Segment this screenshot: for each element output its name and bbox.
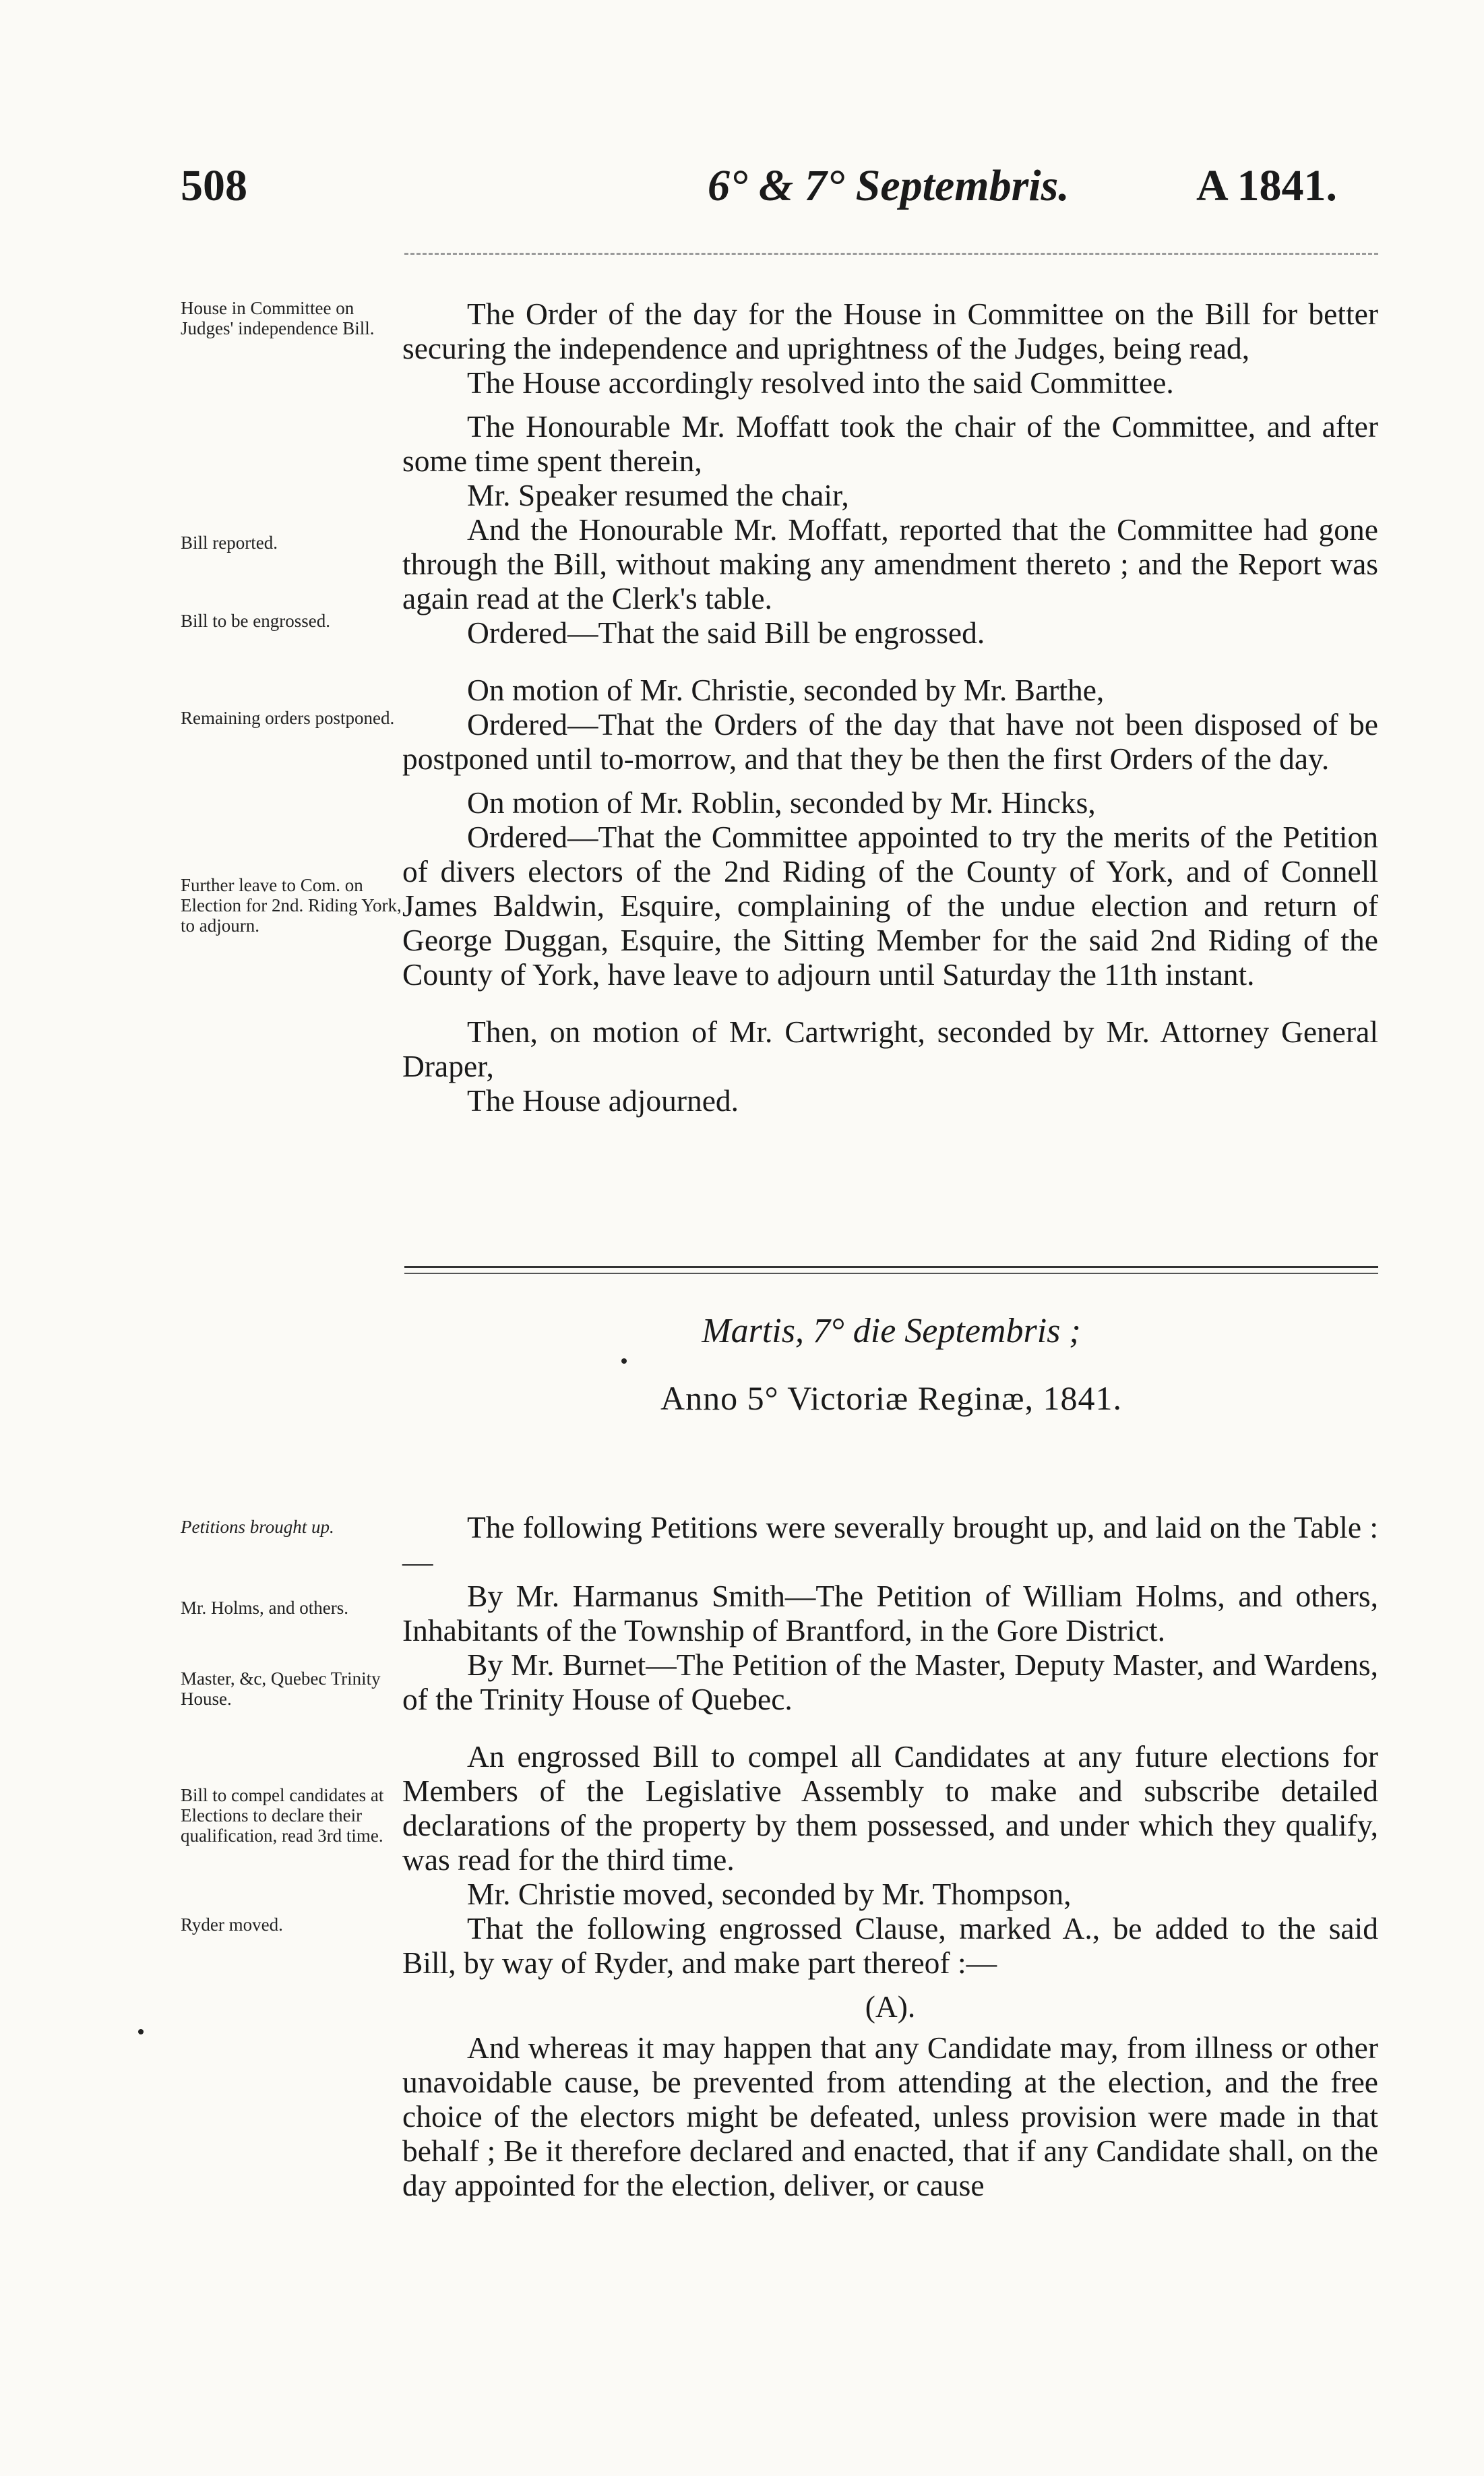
paragraph: And whereas it may happen that any Candidate may, from illness or other unavoidable cause, be prevented from attending at the election, and the free choice of the electors might be defeated, unless provision were made in that behalf ; Be it therefore declared and enacted, that if any Candidate shall, on the day appointed for the election, deliver, or cause bbox=[402, 2030, 1378, 2202]
page-number: 508 bbox=[181, 161, 247, 210]
paragraph: The House adjourned. bbox=[467, 1083, 739, 1118]
margin-note: Remaining orders postponed. bbox=[181, 708, 395, 728]
paragraph: The Order of the day for the House in Committee on the Bill for better securing the independence and uprightness of the Judges, being read, bbox=[402, 297, 1378, 365]
margin-note: Mr. Holms, and others. bbox=[181, 1598, 348, 1618]
margin-note: Bill reported. bbox=[181, 533, 278, 553]
paragraph: Ordered—That the said Bill be engrossed. bbox=[467, 615, 985, 650]
paragraph: Mr. Christie moved, seconded by Mr. Thompson, bbox=[467, 1877, 1072, 1911]
paragraph: By Mr. Harmanus Smith—The Petition of William Holms, and others, Inhabitants of the Township of Brantford, in the Gore District. bbox=[402, 1579, 1378, 1648]
margin-note: Petitions brought up. bbox=[181, 1517, 334, 1537]
paragraph: That the following engrossed Clause, marked A., be added to the said Bill, by way of Ryder, and make part thereof :— bbox=[402, 1911, 1378, 1980]
margin-note: Ryder moved. bbox=[181, 1914, 283, 1935]
section-divider bbox=[404, 1273, 1378, 1274]
paragraph: The House accordingly resolved into the said Committee. bbox=[467, 365, 1174, 400]
day-heading: Martis, 7° die Septembris ; bbox=[702, 1312, 1081, 1350]
paragraph: Mr. Speaker resumed the chair, bbox=[467, 478, 849, 512]
margin-note: Further leave to Com. on Election for 2nd. Riding York, to adjourn. bbox=[181, 875, 402, 936]
margin-note: Master, &c, Quebec Trinity House. bbox=[181, 1668, 381, 1709]
paragraph: By Mr. Burnet—The Petition of the Master, Deputy Master, and Wardens, of the Trinity House of Quebec. bbox=[402, 1648, 1378, 1716]
margin-note: Bill to be engrossed. bbox=[181, 611, 330, 631]
header-year: A 1841. bbox=[1196, 161, 1338, 210]
regnal-year-heading: Anno 5° Victoriæ Reginæ, 1841. bbox=[660, 1379, 1122, 1417]
section-divider bbox=[404, 1266, 1378, 1268]
margin-note: Bill to compel candidates at Elections to declare their qualification, read 3rd time. bbox=[181, 1785, 384, 1846]
clause-label: (A). bbox=[865, 1989, 916, 2024]
header-dates bbox=[708, 160, 1070, 212]
ink-dot bbox=[621, 1358, 627, 1364]
ink-dot bbox=[138, 2029, 144, 2034]
paragraph: The Honourable Mr. Moffatt took the chair of the Committee, and after some time spent therein, bbox=[402, 409, 1378, 478]
paragraph: The following Petitions were severally brought up, and laid on the Table :— bbox=[402, 1510, 1378, 1579]
section2-body bbox=[402, 1510, 1378, 2202]
paragraph: On motion of Mr. Christie, seconded by Mr. Barthe, bbox=[467, 673, 1105, 707]
section1-body bbox=[402, 297, 1378, 1118]
paragraph: Then, on motion of Mr. Cartwright, seconded by Mr. Attorney General Draper, bbox=[402, 1015, 1378, 1083]
paragraph: Ordered—That the Committee appointed to try the merits of the Petition of divers electors of the 2nd Riding of the County of York, and of Connell James Baldwin, Esquire, complaining of the undue election and return of George Duggan, Esquire, the Sitting Member for the said 2nd Riding of the County of York, have leave to adjourn until Saturday the 11th instant. bbox=[402, 820, 1378, 992]
paragraph: And the Honourable Mr. Moffatt, reported that the Committee had gone through the Bill, without making any amendment thereto ; and the Report was again read at the Clerk's table. bbox=[402, 512, 1378, 615]
paragraph: On motion of Mr. Roblin, seconded by Mr. Hincks, bbox=[467, 785, 1096, 820]
header-dates-text: 6° & 7° Septembris. bbox=[708, 161, 1070, 210]
paragraph: An engrossed Bill to compel all Candidates at any future elections for Members of the Legislative Assembly to make and subscribe detailed declarations of the property by them possessed, and under which they qualify, was read for the third time. bbox=[402, 1739, 1378, 1877]
margin-note: House in Committee on Judges' independence Bill. bbox=[181, 298, 375, 338]
paragraph: Ordered—That the Orders of the day that have not been disposed of be postponed until to-morrow, and that they be then the first Orders of the day. bbox=[402, 707, 1378, 776]
header-divider bbox=[404, 253, 1378, 255]
